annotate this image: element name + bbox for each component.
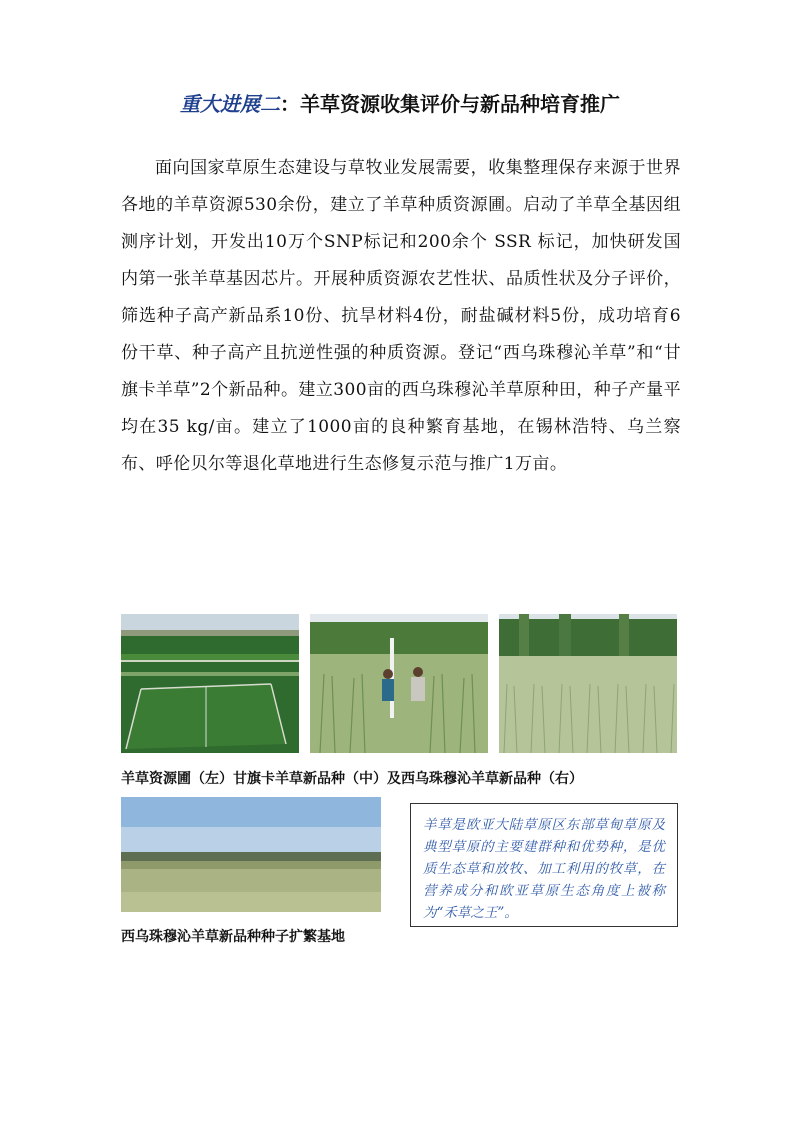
- photo-seed-multiplication-base: [121, 797, 381, 912]
- note-box: 羊草是欧亚大陆草原区东部草甸草原及典型草原的主要建群种和优势种，是优质生态草和放牧、加工利用的牧草，在营养成分和欧亚草原生态角度上被称为“禾草之王”。: [410, 803, 678, 927]
- page-title: [0, 88, 800, 117]
- photo-germplasm-nursery: [121, 614, 299, 753]
- caption-top-row: 羊草资源圃（左）甘旗卡羊草新品种（中）及西乌珠穆沁羊草新品种（右）: [121, 771, 583, 787]
- photo-xiwuzhumuqin-variety: [499, 614, 677, 753]
- title-rest: ：羊草资源收集评价与新品种培育推广: [280, 92, 620, 116]
- title-prefix: 重大进展二: [180, 92, 280, 116]
- photo-ganqika-variety: [310, 614, 488, 753]
- body-paragraph: 面向国家草原生态建设与草牧业发展需要，收集整理保存来源于世界各地的羊草资源530余份，建立了羊草种质资源圃。启动了羊草全基因组测序计划，开发出10万个SNP标记和200余个 SSR 标记，加快研发国内第一张羊草基因芯片。开展种质资源农艺性状、品质性状及分子评价，筛选种子高产新品系10份、抗旱材料4份，耐盐碱材料5份，成功培育6份干草、种子高产且抗逆性强的种质资源。登记“西乌珠穆沁羊草”和“甘旗卡羊草”2个新品种。建立300亩的西乌珠穆沁羊草原种田，种子产量平均在35 kg/亩。建立了1000亩的良种繁育基地，在锡林浩特、乌兰察布、呼伦贝尔等退化草地进行生态修复示范与推广1万亩。: [121, 158, 681, 474]
- caption-bottom: 西乌珠穆沁羊草新品种种子扩繁基地: [121, 929, 345, 945]
